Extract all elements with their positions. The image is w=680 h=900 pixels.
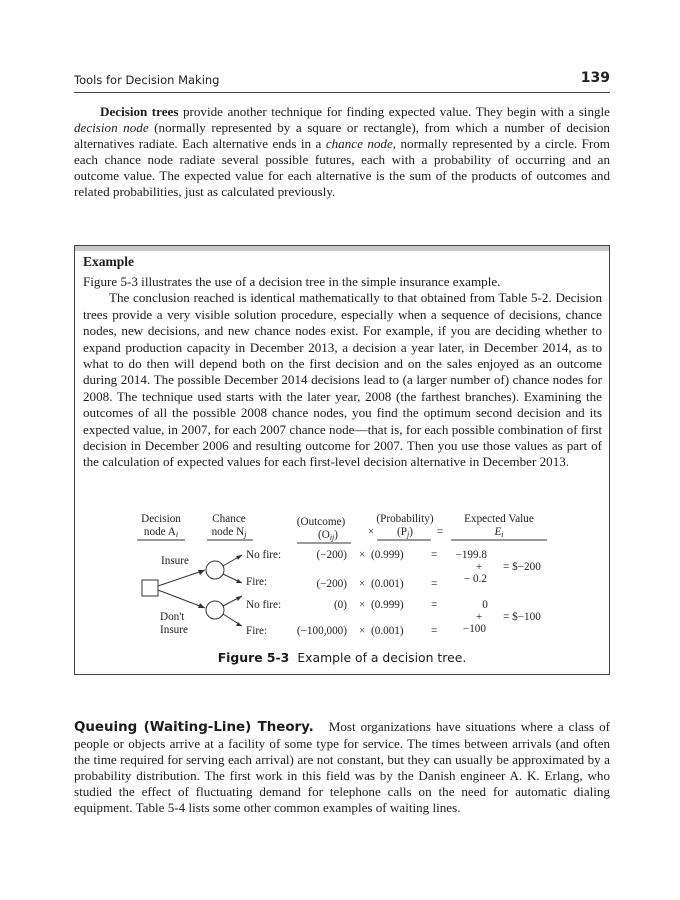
intro-text-2: (normally represented by a square or rectangle), from which a number of decision alternatives radiate. Each alternative ends in a — [74, 120, 610, 151]
chance-node-insure — [206, 561, 224, 579]
plus-sign: + — [475, 561, 483, 573]
alt-dont-insure-branch — [158, 590, 205, 608]
equals-sign: = — [431, 578, 438, 590]
figure-number: Figure 5-3 — [217, 650, 290, 665]
header-decision-symbol: node Ai — [143, 526, 179, 539]
alt-dont-label: Don't — [160, 611, 185, 623]
header-expected-value-symbol: Ei — [494, 526, 504, 539]
term-chance-node: chance node, — [325, 136, 397, 151]
intro-text-1: provide another technique for finding expected value. They begin with a single — [178, 104, 610, 119]
probability-value: (0.001) — [371, 578, 404, 590]
figure-caption-text: Example of a decision tree. — [297, 650, 467, 665]
event-label: No fire: — [246, 549, 282, 561]
header-outcome-symbol: (Oij) — [318, 529, 338, 542]
expected-value-total: = $−100 — [503, 611, 541, 623]
product-value: − 0.2 — [463, 573, 487, 585]
outcome-value: (−200) — [316, 549, 347, 561]
header-chance-symbol: node Nj — [211, 526, 247, 539]
example-box-shade — [75, 246, 609, 251]
alt-insure-label: Insure — [161, 555, 189, 567]
event-label: No fire: — [246, 599, 282, 611]
example-line-1: Figure 5-3 illustrates the use of a decision tree in the simple insurance example. — [83, 274, 501, 289]
intro-paragraph — [74, 104, 610, 200]
product-value: −100 — [462, 623, 486, 635]
times-sign: × — [359, 599, 366, 611]
queuing-heading: Queuing (Waiting-Line) Theory. — [74, 720, 314, 735]
decision-tree-figure — [75, 510, 609, 645]
outcome-value: (−100,000) — [296, 625, 347, 637]
probability-value: (0.001) — [371, 625, 404, 637]
equals-sign: = — [431, 625, 438, 637]
product-value: −199.8 — [455, 549, 487, 561]
header-expected-value: Expected Value — [464, 513, 534, 525]
running-head — [74, 70, 610, 90]
event-label: Fire: — [246, 625, 268, 637]
figure-caption — [75, 650, 609, 665]
example-heading: Example — [83, 254, 135, 269]
chance-node-dont-insure — [206, 601, 224, 619]
alt-insure-label-2: Insure — [160, 624, 188, 636]
equals-sign: = — [431, 599, 438, 611]
header-equals: = — [436, 526, 444, 538]
times-sign: × — [359, 549, 366, 561]
header-probability: (Probability) — [376, 513, 434, 525]
alt-dont-insure-arrow — [198, 603, 205, 608]
queuing-paragraph — [74, 719, 610, 816]
running-title: Tools for Decision Making — [74, 73, 220, 87]
term-decision-trees: Decision trees — [100, 104, 179, 119]
header-probability-symbol: (Pj) — [397, 526, 413, 539]
probability-value: (0.999) — [371, 549, 404, 561]
queuing-text: Most organizations have situations where a class of people or objects arrive at a facility of some type for service. The times between arrivals (and often the time required for serving each arrival) are not constant, but they can usually be approximated by a probability distribution. The first work in this field was by the Danish engineer A. K. Erlang, who studied the effect of fluctuating demand for telephone calls on the need for automatic dialing equipment. Table 5-4 lists some other common examples of waiting lines. — [74, 719, 610, 815]
example-text — [83, 274, 602, 471]
header-decision: Decision — [141, 513, 181, 525]
example-body: The conclusion reached is identical mathematically to that obtained from Table 5-2. Decision trees provide a very visible solution procedure, especially when a sequence of decisions, chance nodes, new decisions, and new chance nodes exist. For example, if you are deciding whether to expand production capacity in December 2013, a decision a year later, in December 2014, as to what to do then will depend both on the first decision and on the sales enjoyed as an outcome during 2014. The possible December 2014 decisions lead to (a larger number of) chance nodes for 2008. The technique used starts with the later year, 2008 (the farthest branches). Examining the outcomes of all the possible 2008 chance nodes, you find the optimum second decision and its expected value, in 2007, for each 2007 chance node—that is, for each possible combination of first decision in December 2006 and resulting outcome for 2007. Then you use those values as part of the calculation of expected values for each first-level decision alternative in December 2013. — [83, 290, 602, 470]
outcome-value: (0) — [333, 599, 347, 611]
probability-value: (0.999) — [371, 599, 404, 611]
term-decision-node: decision node — [74, 120, 149, 135]
product-value: 0 — [482, 599, 488, 611]
intro-text-3: normally represented by a circle. From each chance node radiate several possible futures, each with a probability of occurring and an outcome value. The expected value for each alternative is the sum of the products of outcomes and related probabilities, just as calculated previously. — [74, 136, 610, 199]
outcome-value: (−200) — [316, 578, 347, 590]
header-outcome: (Outcome) — [296, 516, 346, 528]
page-number: 139 — [580, 70, 610, 86]
times-sign: × — [359, 578, 366, 590]
header-rule — [74, 92, 610, 93]
plus-sign: + — [475, 611, 483, 623]
event-label: Fire: — [246, 576, 268, 588]
decision-node-square — [142, 580, 158, 596]
alt-insure-arrow — [198, 570, 205, 575]
expected-value-total: = $−200 — [503, 561, 541, 573]
example-box — [74, 245, 610, 675]
branch-insure-no-fire-arrow — [236, 555, 242, 560]
times-sign: × — [359, 625, 366, 637]
header-chance: Chance — [212, 513, 246, 525]
header-times: × — [367, 526, 375, 538]
alt-insure-branch — [158, 570, 205, 586]
equals-sign: = — [431, 549, 438, 561]
branch-dont-no-fire-arrow — [236, 596, 242, 601]
